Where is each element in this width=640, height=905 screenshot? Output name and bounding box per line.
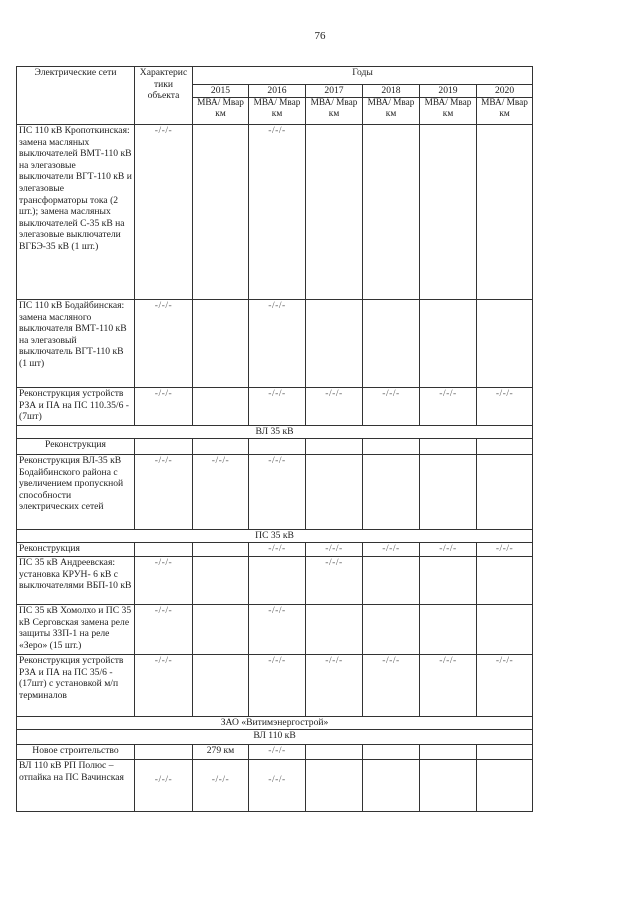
value-2016: -/-/- — [249, 125, 306, 300]
value-2019 — [420, 760, 477, 812]
value-2017 — [306, 745, 363, 760]
table-row — [17, 557, 533, 605]
value-2016 — [249, 439, 306, 455]
value-2018 — [363, 300, 420, 388]
value-2020 — [477, 760, 533, 812]
char-value: -/-/- — [135, 655, 193, 717]
value-2015 — [193, 557, 249, 605]
value-2017 — [306, 605, 363, 655]
unit-2018: МВА/ Мвар км — [363, 98, 420, 125]
value-2016: -/-/- — [249, 605, 306, 655]
value-2015 — [193, 655, 249, 717]
year-2015: 2015 — [193, 85, 249, 98]
value-2016: -/-/- — [249, 455, 306, 530]
value-2015 — [193, 543, 249, 557]
value-2019: -/-/- — [420, 655, 477, 717]
year-2016: 2016 — [249, 85, 306, 98]
row-name: ПС 35 кВ Андреевская: установка КРУН- 6 кВ с выключателями ВБП-10 кВ — [17, 557, 135, 605]
value-2019 — [420, 125, 477, 300]
row-name: ВЛ 110 кВ РП Полюс – отпайка на ПС Вачинская — [17, 760, 135, 812]
value-2016: -/-/- — [249, 655, 306, 717]
table-row — [17, 439, 533, 455]
value-2017 — [306, 760, 363, 812]
header-characteristics: Характерис тики объекта — [135, 67, 193, 125]
char-value: -/-/- — [135, 455, 193, 530]
value-2015 — [193, 125, 249, 300]
unit-2019: МВА/ Мвар км — [420, 98, 477, 125]
row-name: Реконструкция — [17, 439, 135, 455]
value-2015 — [193, 605, 249, 655]
row-name: ПС 110 кВ Бодайбинская: замена масляного выключателя ВМТ-110 кВ на элегазовый выключатель ВГТ-110 кВ (1 шт) — [17, 300, 135, 388]
char-value: -/-/- — [135, 300, 193, 388]
value-2018 — [363, 760, 420, 812]
value-2017 — [306, 439, 363, 455]
row-name: Реконструкция устройств РЗА и ПА на ПС 35/6 - (17шт) с установкой м/п терминалов — [17, 655, 135, 717]
table-row — [17, 300, 533, 388]
page-number: 76 — [314, 30, 326, 42]
value-2020 — [477, 439, 533, 455]
unit-2020: МВА/ Мвар км — [477, 98, 533, 125]
value-2020 — [477, 557, 533, 605]
table-row — [17, 125, 533, 300]
table-row — [17, 543, 533, 557]
unit-2016: МВА/ Мвар км — [249, 98, 306, 125]
section-row — [17, 530, 533, 543]
row-name: Реконструкция ВЛ-35 кВ Бодайбинского района с увеличением пропускной способности электрических сетей — [17, 455, 135, 530]
value-2020 — [477, 455, 533, 530]
value-2020: -/-/- — [477, 388, 533, 426]
char-value — [135, 439, 193, 455]
header-networks: Электрические сети — [17, 67, 135, 125]
char-value — [135, 745, 193, 760]
value-2017: -/-/- — [306, 388, 363, 426]
row-name: Реконструкция устройств РЗА и ПА на ПС 110.35/6 -(7шт) — [17, 388, 135, 426]
table-row — [17, 655, 533, 717]
value-2017 — [306, 300, 363, 388]
value-2020 — [477, 125, 533, 300]
char-value: -/-/- — [135, 760, 193, 812]
value-2019: -/-/- — [420, 388, 477, 426]
section-vl110: ВЛ 110 кВ — [17, 730, 533, 745]
value-2015 — [193, 300, 249, 388]
section-company: ЗАО «Витимэнергострой» — [17, 717, 533, 730]
table-row — [17, 605, 533, 655]
header-years: Годы — [193, 67, 533, 85]
row-name: Реконструкция — [17, 543, 135, 557]
char-value: -/-/- — [135, 605, 193, 655]
section-row — [17, 426, 533, 439]
investment-table — [16, 66, 533, 812]
value-2015: 279 км — [193, 745, 249, 760]
table-row — [17, 760, 533, 812]
char-value — [135, 543, 193, 557]
char-value: -/-/- — [135, 557, 193, 605]
year-2020: 2020 — [477, 85, 533, 98]
year-2019: 2019 — [420, 85, 477, 98]
value-2018 — [363, 605, 420, 655]
value-2015: -/-/- — [193, 760, 249, 812]
value-2015: -/-/- — [193, 455, 249, 530]
row-name: ПС 110 кВ Кропоткинская: замена масляных выключателей ВМТ-110 кВ на элегазовые выключатели ВГТ-110 кВ и элегазовые трансформаторы тока (2 шт.); замена масляных выключателей С-35 кВ на элегазовые выключатели ВГБЭ-35 кВ (1 шт.) — [17, 125, 135, 300]
value-2018 — [363, 557, 420, 605]
value-2016 — [249, 557, 306, 605]
value-2020: -/-/- — [477, 655, 533, 717]
section-row — [17, 730, 533, 745]
char-value: -/-/- — [135, 125, 193, 300]
row-name: ПС 35 кВ Хомолхо и ПС 35 кВ Серговская замена реле защиты ЗЗП-1 на реле «Зеро» (15 шт.) — [17, 605, 135, 655]
value-2016: -/-/- — [249, 300, 306, 388]
value-2018: -/-/- — [363, 388, 420, 426]
value-2020: -/-/- — [477, 543, 533, 557]
value-2019 — [420, 605, 477, 655]
unit-2017: МВА/ Мвар км — [306, 98, 363, 125]
value-2017: -/-/- — [306, 543, 363, 557]
value-2018 — [363, 455, 420, 530]
section-row — [17, 717, 533, 730]
value-2019 — [420, 557, 477, 605]
row-name: Новое строительство — [17, 745, 135, 760]
value-2017 — [306, 125, 363, 300]
value-2018: -/-/- — [363, 655, 420, 717]
value-2018 — [363, 439, 420, 455]
section-vl35: ВЛ 35 кВ — [17, 426, 533, 439]
value-2017: -/-/- — [306, 557, 363, 605]
value-2019 — [420, 300, 477, 388]
value-2018: -/-/- — [363, 543, 420, 557]
value-2020 — [477, 300, 533, 388]
value-2017 — [306, 455, 363, 530]
value-2019: -/-/- — [420, 543, 477, 557]
table-row — [17, 745, 533, 760]
value-2015 — [193, 439, 249, 455]
section-ps35: ПС 35 кВ — [17, 530, 533, 543]
char-value: -/-/- — [135, 388, 193, 426]
value-2016: -/-/- — [249, 388, 306, 426]
value-2019 — [420, 439, 477, 455]
value-2016: -/-/- — [249, 745, 306, 760]
value-2016: -/-/- — [249, 543, 306, 557]
value-2018 — [363, 125, 420, 300]
value-2016: -/-/- — [249, 760, 306, 812]
value-2020 — [477, 745, 533, 760]
unit-2015: МВА/ Мвар км — [193, 98, 249, 125]
value-2020 — [477, 605, 533, 655]
value-2015 — [193, 388, 249, 426]
table-row — [17, 388, 533, 426]
value-2019 — [420, 455, 477, 530]
value-2017: -/-/- — [306, 655, 363, 717]
value-2019 — [420, 745, 477, 760]
value-2018 — [363, 745, 420, 760]
year-2017: 2017 — [306, 85, 363, 98]
table-row — [17, 455, 533, 530]
year-2018: 2018 — [363, 85, 420, 98]
